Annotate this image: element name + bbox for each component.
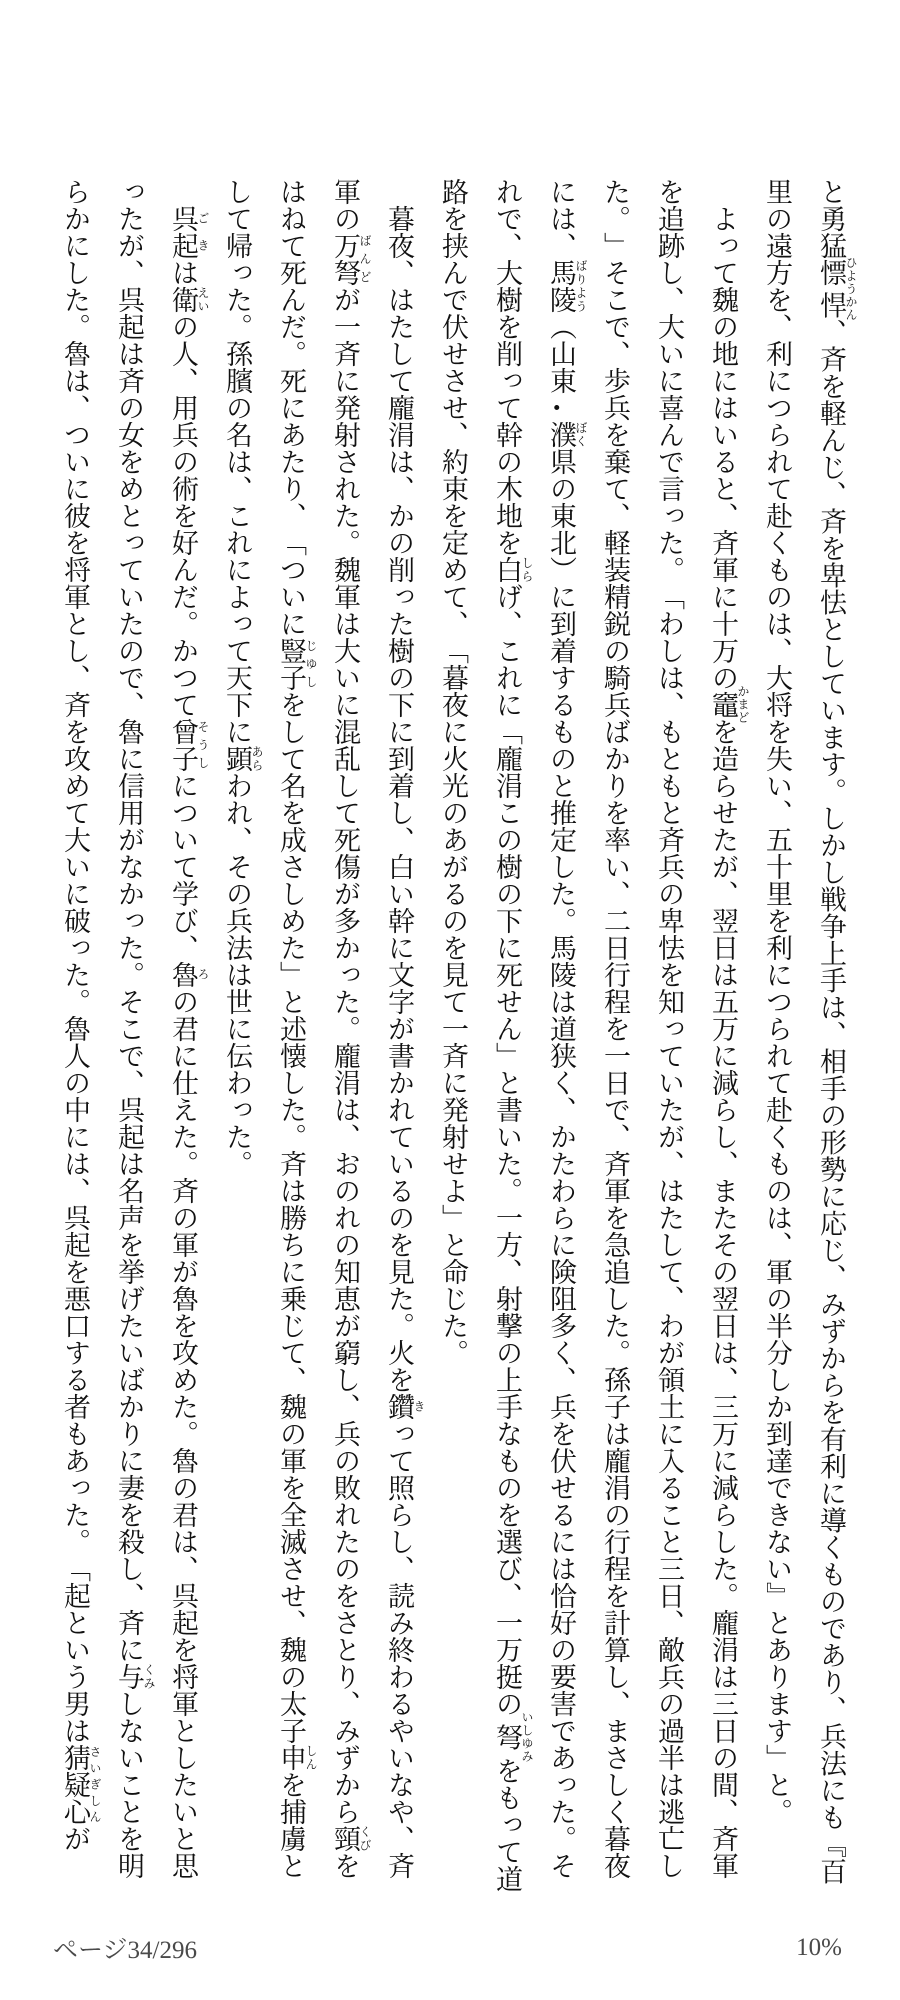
paragraph: 暮夜、はたして龐涓は、かの削った樹の下に到着し、白い幹に文字が書かれているのを見た。火を鑽きって照らし、読み終わるやいなや、斉軍の万弩ばんどが一斉に発射された。魏軍は大いに混乱して死傷が多かった。龐涓は、おのれの知恵が窮し、兵の敗れたのをさとり、みずから頸くびをはねて死んだ。死にあたり、「ついに豎子じゆしをして名を成さしめた」と述懐した。斉は勝ちに乗じて、魏の軍を全滅させ、魏の太子申しんを捕虜として帰った。孫臏の名は、これによって天下に顕あらわれ、その兵法は世に伝わった。: [222, 178, 426, 1879]
reading-progress-indicator: 10%: [796, 1934, 842, 1961]
paragraph: と勇猛慓悍ひようかん、斉を軽んじ、斉を卑怯としています。しかし戦争上手は、相手の形勢に応じ、みずからを有利に導くものであり、兵法にも『百里の遠方を、利につられて赴くものは、大将を失い、五十里を利につられて赴くものは、軍の半分しか到達できない』とあります」と。: [762, 178, 858, 1885]
paragraph: 呉起ごきは衛えいの人、用兵の術を好んだ。かつて曾子そうしについて学び、魯ろの君に仕えた。斉の軍が魯を攻めた。魯の君は、呉起を将軍としたいと思ったが、呉起は斉の女をめとっていたので、魯に信用がなかった。そこで、呉起は名声を挙げたいばかりに妻を殺し、斉に与くみしないことを明らかにした。魯は、ついに彼を将軍とし、斉を攻めて大いに破った。魯人の中には、呉起を悪口する者もあった。「起という男は猜疑心さいぎしんが: [60, 178, 210, 1879]
paragraph: よって魏の地にはいると、斉軍に十万の竈かまどを造らせたが、翌日は五万に減らし、またその翌日は、三万に減らした。龐涓は三日の間、斉軍を追跡し、大いに喜んで言った。「わしは、もともと斉兵の卑怯を知っていたが、はたして、わが領土に入ること三日、敵兵の過半は逃亡した。」そこで、歩兵を棄て、軽装精鋭の騎兵ばかりを率い、二日行程を一日で、斉軍を急追した。孫子は龐涓の行程を計算し、まさしく暮夜には、馬陵ばりよう（山東・濮ぼく県の東北）に到着するものと推定した。馬陵は道狭く、かたわらに険阻多く、兵を伏せるには恰好の要害であった。それで、大樹を削って幹の木地を白しらげ、これに「龐涓この樹の下に死せん」と書いた。一方、射撃の上手なものを選び、一万挺の弩いしゆみをもって道路を挟んで伏せさせ、約束を定めて、「暮夜に火光のあがるのを見て一斉に発射せよ」と命じた。: [438, 178, 750, 1892]
page-number-indicator: ページ34/296: [53, 1937, 197, 1964]
book-text-area: [40, 178, 858, 1892]
